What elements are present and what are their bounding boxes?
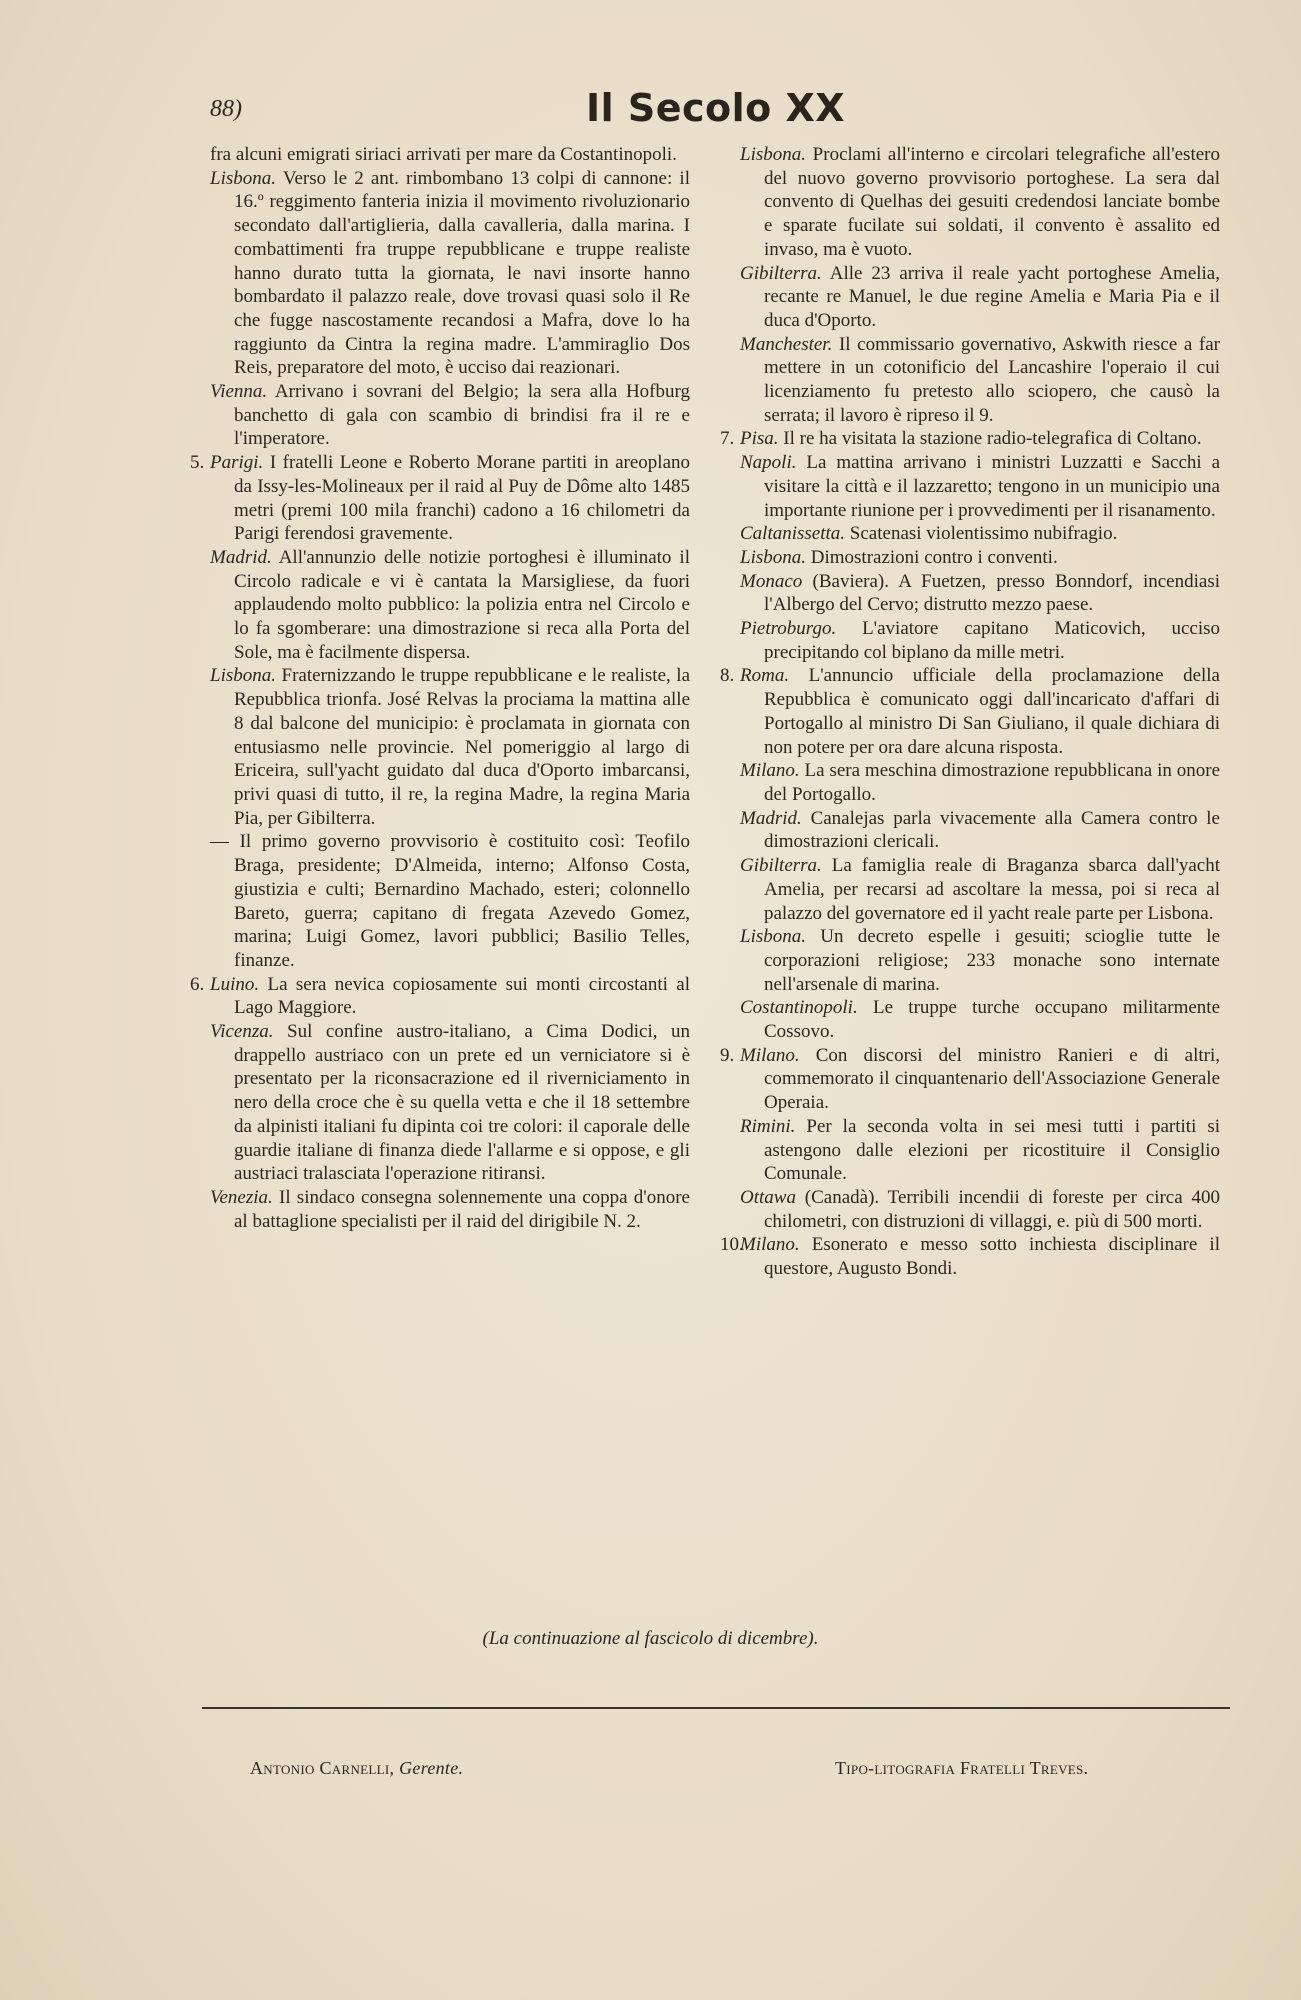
chronicle-entry	[740, 807, 1220, 854]
entry-place: Milano.	[740, 760, 800, 782]
day-number: 8.	[720, 665, 735, 687]
entry-place: Monaco	[740, 570, 803, 592]
entry-text: Proclami all'interno e circolari telegrafiche all'estero del nuovo governo provvisorio portoghese. La sera dal convento di Quelhas dei gesuiti credendosi lanciate bombe e sparate fucilate sui soldati, il convento è assalito ed invaso, ma è vuoto.	[764, 144, 1220, 260]
entry-text: Un decreto espelle i gesuiti; scioglie tutte le corporazioni religiose; 233 monache sono internate nell'arsenale di marina.	[764, 926, 1220, 995]
chronicle-entry	[210, 1020, 690, 1186]
entry-place: Lisbona.	[740, 144, 806, 165]
entry-place: Gibilterra.	[740, 855, 822, 877]
entry-place: Lisbona.	[210, 167, 276, 189]
entry-text: Il re ha visitata la stazione radio-telegrafica di Coltano.	[783, 428, 1202, 450]
entry-text: Dimostrazioni contro i conventi.	[810, 546, 1058, 568]
entry-place: Ottawa	[740, 1186, 796, 1208]
footer-rule	[202, 1707, 1230, 1709]
chronicle-entry	[190, 451, 690, 546]
chronicle-entry	[740, 1115, 1220, 1186]
chronicle-entry	[740, 996, 1220, 1043]
entry-text: All'annunzio delle notizie portoghesi è illuminato il Circolo radicale e vi è cantata la Marsigliese, da fuori applaudendo molto pubblico: la polizia entra nel Circolo e lo fa sgomberare: una dimostrazione si reca alla Porta del Sole, ma è facilmente dispersa.	[234, 546, 690, 663]
entry-text: I fratelli Leone e Roberto Morane partiti in areoplano da Issy-les-Molineaux per il raid al Puy de Dôme alto 1485 metri (premi 100 mila franchi) cadono a 16 chilometri da Parigi ferendosi gravemente.	[234, 452, 690, 545]
entry-text: La sera nevica copiosamente sui monti circostanti al Lago Maggiore.	[234, 973, 690, 1019]
entry-text: Il commissario governativo, Askwith riesce a far mettere in un cotonificio del Lancashire l'operaio il cui licenziamento fu pretesto allo sciopero, che causò la serrata; il lavoro è ripreso il 9.	[764, 333, 1221, 426]
entry-place: Madrid.	[210, 546, 272, 568]
entry-place: Roma.	[740, 665, 790, 687]
chronicle-entry	[210, 664, 690, 830]
chronicle-entry	[720, 664, 1220, 759]
entry-text: Canalejas parla vivacemente alla Camera contro le dimostrazioni clericali.	[764, 807, 1220, 853]
day-number: 6.	[190, 973, 205, 995]
entry-place: Vienna.	[210, 381, 268, 403]
entry-text: Per la seconda volta in sei mesi tutti i partiti si astengono dalle elezioni per ricostituire il Consiglio Comunale.	[764, 1115, 1220, 1185]
day-number: 5.	[190, 452, 205, 474]
chronicle-entry	[210, 546, 690, 665]
chronicle-entry	[740, 451, 1220, 522]
chronicle-entry	[720, 1233, 1220, 1280]
entry-text: Il sindaco consegna solennemente una coppa d'onore al battaglione specialisti per il raid del dirigibile N. 2.	[234, 1186, 690, 1232]
footer-manager	[250, 1758, 463, 1779]
chronicle-entry	[740, 617, 1220, 664]
entry-place: Parigi.	[210, 452, 264, 474]
entry-place: Milano.	[740, 1044, 800, 1066]
entry-place: Madrid.	[740, 807, 802, 829]
chronicle-entry	[740, 925, 1220, 996]
chronicle-entry	[210, 143, 690, 167]
entry-place: Pisa.	[740, 428, 779, 450]
entry-place: Caltanissetta.	[740, 523, 846, 545]
entry-text: Fraternizzando le truppe repubblicane e le realiste, la Repubblica trionfa. José Relvas la prociama la mattina alle 8 dal balcone del municipio: è proclamata in giornata con entusiasmo nelle provincie. Nel pomeriggio al largo di Ericeira, sull'yacht guidato dal duca d'Oporto imbarcansi, privi quasi di tutto, il re, la regina Madre, la regina Maria Pia, per Gibilterra.	[234, 665, 690, 829]
day-number: 9.	[720, 1044, 735, 1066]
entry-text: La mattina arrivano i ministri Luzzatti e Sacchi a visitare la città e il lazzaretto; tengono in un municipio una importante riunione per i provvedimenti per il risanamento.	[764, 452, 1221, 521]
entry-text: Scatenasi violentissimo nubifragio.	[849, 523, 1118, 545]
entry-text: L'aviatore capitano Maticovich, ucciso precipitando col biplano da mille metri.	[764, 618, 1220, 663]
entry-place: Lisbona.	[740, 926, 806, 948]
day-number: 7.	[720, 428, 735, 450]
entry-text: Con discorsi del ministro Ranieri e di altri, commemorato il cinquantenario dell'Associazione Generale Operaia.	[764, 1044, 1221, 1114]
entry-text: Le truppe turche occupano militarmente Cossovo.	[764, 997, 1221, 1043]
manager-role: Gerente.	[399, 1758, 464, 1778]
entry-text: — Il primo governo provvisorio è costituito così: Teofilo Braga, presidente; D'Almeida, interno; Alfonso Costa, giustizia e culti; Bernardino Machado, esteri; colonnello Bareto, guerra; capitano di fregata Azevedo Gomez, marina; Luigi Gomez, lavori pubblici; Basilio Telles, finanze.	[210, 831, 690, 971]
entry-place: Lisbona.	[210, 665, 276, 687]
footer-printer: Tipo-litografia Fratelli Treves.	[835, 1758, 1089, 1778]
chronicle-entry	[740, 1186, 1220, 1233]
chronicle-entry	[740, 522, 1220, 546]
chronicle-entry	[740, 759, 1220, 806]
chronicle-entry	[740, 143, 1220, 262]
chronicle-entry	[740, 570, 1220, 617]
continuation-note: (La continuazione al fascicolo di dicembre).	[482, 1628, 819, 1649]
page-header	[210, 86, 1221, 136]
chronicle-entry	[190, 973, 690, 1020]
chronicle-entry	[210, 830, 690, 972]
entry-text: Esonerato e messo sotto inchiesta disciplinare il questore, Augusto Bondi.	[764, 1234, 1220, 1280]
entry-place: Milano.	[740, 1234, 800, 1256]
entry-text: (Baviera). A Fuetzen, presso Bonndorf, incendiasi l'Albergo del Cervo; distrutto mezzo paese.	[764, 570, 1220, 616]
journal-title: Il Secolo XX	[585, 86, 846, 130]
entry-place: Pietroburgo.	[740, 618, 837, 640]
entry-text: La famiglia reale di Braganza sbarca dall'yacht Amelia, per recarsi ad ascoltare la messa, poi si reca al palazzo del governatore ed il yacht reale parte per Lisbona.	[764, 855, 1221, 924]
entry-text: (Canadà). Terribili incendii di foreste per circa 400 chilometri, con distruzioni di villaggi, e. più di 500 morti.	[764, 1186, 1221, 1232]
entry-place: Gibilterra.	[740, 262, 822, 284]
entry-text: Verso le 2 ant. rimbombano 13 colpi di cannone: il 16.º reggimento fanteria inizia il movimento rivoluzionario secondato dall'artiglieria, dalla cavalleria, dalla marina. I combattimenti fra truppe repubblicane e truppe realiste hanno durato tutta la giornata, le navi insorte hanno bombardato il palazzo reale, dove trovasi quasi solo il Re che fugge nascostamente recandosi a Mafra, dove lo ha raggiunto da Cintra la regina madre. L'ammiraglio Dos Reis, preparatore del moto, è ucciso dai reazionari.	[234, 167, 690, 379]
chronicle-entry	[740, 854, 1220, 925]
entry-place: Venezia.	[210, 1186, 273, 1208]
entry-place: Vicenza.	[210, 1021, 274, 1043]
entry-place: Luino.	[210, 973, 260, 995]
chronicle-entry	[740, 546, 1220, 570]
entry-place: Manchester.	[740, 333, 833, 355]
chronicle-entry	[210, 1186, 690, 1233]
day-number: 10.	[720, 1234, 744, 1256]
chronicle-entry	[210, 167, 690, 380]
left-column	[190, 143, 691, 1233]
entry-text: L'annuncio ufficiale della proclamazione della Repubblica è comunicato oggi dall'incaricato d'affari di Portogallo al ministro Di San Giuliano, il quale dichiara di non potere per ora dare alcuna risposta.	[764, 665, 1220, 758]
chronicle-entry	[720, 1044, 1221, 1115]
manager-name: Antonio Carnelli,	[250, 1758, 395, 1778]
entry-text: Alle 23 arriva il reale yacht portoghese Amelia, recante re Manuel, le due regine Amelia e Maria Pia e il duca d'Oporto.	[764, 262, 1220, 331]
right-column	[720, 143, 1221, 1281]
chronicle-entry	[740, 333, 1220, 428]
chronicle-entry	[720, 427, 1220, 451]
entry-place: Napoli.	[740, 452, 797, 474]
page-number: 88)	[210, 96, 242, 122]
entry-text: Arrivano i sovrani del Belgio; la sera alla Hofburg banchetto di gala con scambio di brindisi fra il re e l'imperatore.	[234, 381, 690, 450]
entry-place: Rimini.	[740, 1115, 796, 1137]
chronicle-entry	[740, 262, 1220, 333]
entry-place: Costantinopoli.	[740, 997, 858, 1019]
entry-text: Sul confine austro-italiano, a Cima Dodici, un drappello austriaco con un prete ed un verniciatore si è presentato per la riconsacrazione ed il riverniciamento in nero della croce che è su quella vetta e che il 18 settembre da alpinisti italiani fu dipinta coi tre colori: il caporale delle guardie italiane di finanza diede l'allarme e si oppose, e gli austriaci tralasciata l'operazione ritiransi.	[234, 1021, 691, 1185]
entry-text: La sera meschina dimostrazione repubblicana in onore del Portogallo.	[764, 760, 1221, 805]
entry-place: Lisbona.	[740, 546, 806, 568]
chronicle-entry	[210, 380, 690, 451]
entry-text: fra alcuni emigrati siriaci arrivati per mare da Costantinopoli.	[210, 144, 677, 165]
